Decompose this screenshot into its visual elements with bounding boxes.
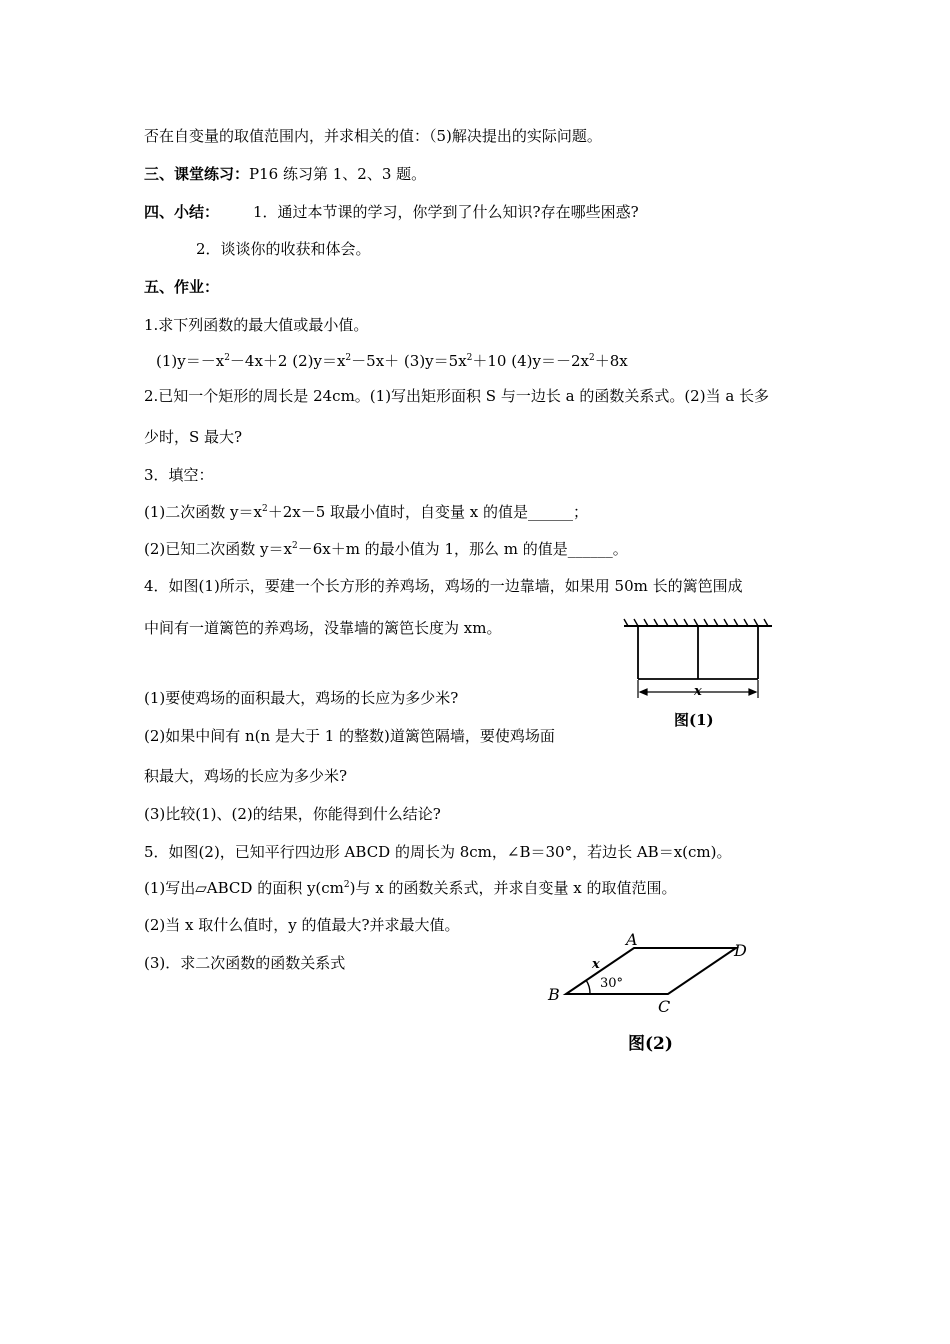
text: 2．谈谈你的收获和体会。	[196, 240, 371, 258]
text: ＋10 (4)y＝－2x	[472, 352, 589, 370]
text-line-6	[144, 315, 368, 335]
text: (3)比较(1)、(2)的结果，你能得到什么结论?	[144, 805, 441, 823]
text-line-19	[144, 842, 732, 862]
wall-hatching	[624, 619, 772, 626]
section-classroom-practice	[144, 164, 426, 184]
text: ＋2x－5 取最小值时，自变量 x 的值是______；	[267, 503, 588, 521]
vertex-c-label: C	[658, 997, 671, 1016]
vertex-a-label: A	[626, 930, 638, 949]
function-list	[156, 351, 628, 371]
text: －5x＋ (3)y＝5x	[351, 352, 467, 370]
text: 少时，S 最大?	[144, 428, 243, 446]
fence	[638, 626, 758, 679]
text-line-13	[144, 576, 743, 596]
text: 5．如图(2)，已知平行四边形 ABCD 的周长为 8cm，∠B＝30°，若边长 AB＝x(cm)。	[144, 843, 732, 861]
fill-blank-2	[144, 539, 628, 559]
text-line-18	[144, 804, 441, 824]
text-line-4	[196, 239, 371, 259]
figure-1-coop-diagram	[620, 614, 780, 734]
exponent: 2	[345, 353, 352, 363]
figure-2-caption: 图(2)	[628, 1034, 673, 1054]
exponent: 2	[291, 541, 298, 551]
text-line-9	[144, 427, 242, 447]
side-x-label: x	[592, 957, 600, 972]
text: (1)写出▱ABCD 的面积 y(cm	[144, 879, 344, 897]
section-summary	[144, 202, 639, 222]
text: 4．如图(1)所示，要建一个长方形的养鸡场，鸡场的一边靠墙，如果用 50m 长的篱笆围成	[144, 577, 743, 595]
vertex-b-label: B	[548, 985, 560, 1004]
text: 1．通过本节课的学习，你学到了什么知识?存在哪些困惑?	[253, 203, 639, 221]
section-heading: 三、课堂练习：	[144, 165, 250, 183]
text: (3)．求二次函数的函数关系式	[144, 954, 346, 972]
text: (2)已知二次函数 y＝x	[144, 540, 292, 558]
text: 积最大，鸡场的长应为多少米?	[144, 767, 348, 785]
text-line-8	[144, 386, 769, 406]
x-dimension-label: x	[694, 684, 702, 699]
text-line-16	[144, 726, 555, 746]
text: －6x＋m 的最小值为 1，那么 m 的值是______。	[297, 540, 628, 558]
text-line-17	[144, 766, 347, 786]
exponent: 2	[343, 880, 350, 890]
exponent: 2	[261, 504, 268, 514]
text-line-21	[144, 915, 460, 935]
text: 2.已知一个矩形的周长是 24cm。(1)写出矩形面积 S 与一边长 a 的函数关系式。(2)当 a 长多	[144, 387, 770, 405]
exponent: 2	[588, 353, 595, 363]
text: (2)当 x 取什么值时，y 的值最大?并求最大值。	[144, 916, 460, 934]
text: －4x＋2 (2)y＝x	[229, 352, 346, 370]
exponent: 2	[224, 353, 230, 363]
text-line-22	[144, 953, 345, 973]
figure-2-parallelogram	[544, 928, 764, 1058]
text-line-15	[144, 688, 458, 708]
text: 中间有一道篱笆的养鸡场，没靠墙的篱笆长度为 xm。	[144, 619, 502, 637]
text: P16 练习第 1、2、3 题。	[249, 165, 427, 183]
text-line-1	[144, 126, 602, 146]
vertex-d-label: D	[734, 941, 747, 960]
text-line-20	[144, 878, 677, 898]
section-heading: 五、作业：	[144, 278, 220, 296]
text: ＋8x	[594, 352, 628, 370]
text: )与 x 的函数关系式，并求自变量 x 的取值范围。	[349, 879, 677, 897]
text: 1.求下列函数的最大值或最小值。	[144, 316, 369, 334]
text: 3．填空：	[144, 466, 214, 484]
angle-label: 30°	[600, 976, 624, 991]
text-line-10	[144, 465, 214, 485]
fill-blank-1	[144, 502, 588, 522]
figure-1-caption: 图(1)	[674, 711, 714, 729]
angle-arc	[586, 980, 590, 994]
text: (1)y＝－x	[156, 352, 225, 370]
section-homework	[144, 277, 219, 297]
exponent: 2	[466, 353, 473, 363]
text-line-14	[144, 618, 501, 638]
text: 否在自变量的取值范围内，并求相关的值：（5)解决提出的实际问题。	[144, 127, 602, 145]
text: (1)要使鸡场的面积最大，鸡场的长应为多少米?	[144, 689, 459, 707]
text: (2)如果中间有 n(n 是大于 1 的整数)道篱笆隔墙，要使鸡场面	[144, 727, 555, 745]
section-heading: 四、小结：	[144, 203, 220, 221]
text: (1)二次函数 y＝x	[144, 503, 262, 521]
